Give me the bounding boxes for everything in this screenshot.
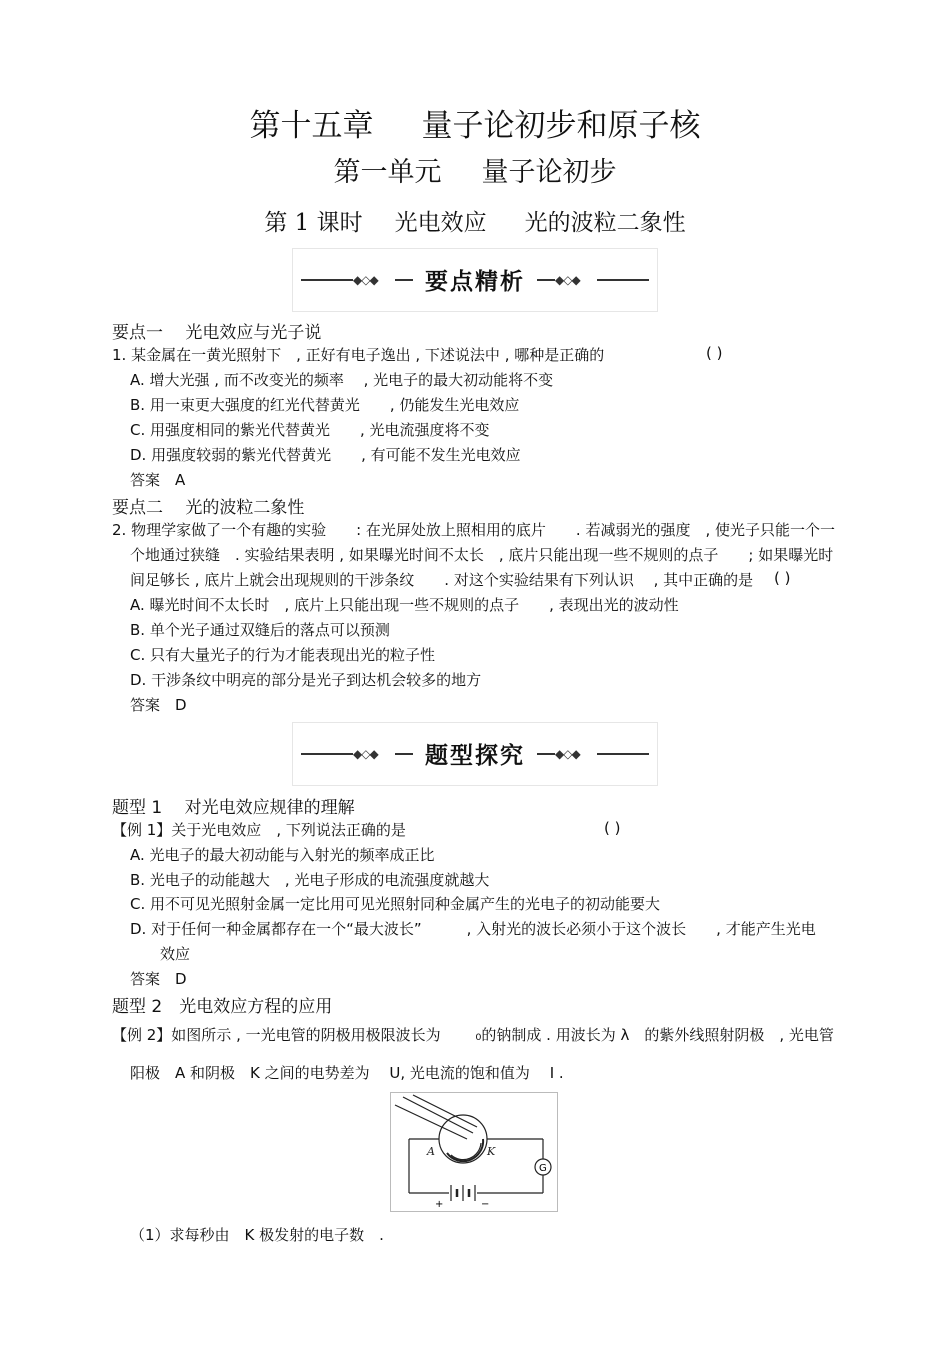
label-plus: + <box>435 1199 444 1210</box>
label-galvanometer: G <box>539 1163 547 1174</box>
section-heading: 题型 2 光电效应方程的应用 <box>112 997 333 1017</box>
unit-title <box>0 150 950 189</box>
example-2-line: 阳极 A 和阴极 K 之间的电势差为 U, 光电流的饱和值为 I . <box>130 1064 564 1082</box>
photocell-circuit-diagram <box>390 1092 558 1212</box>
question-2-line: 2. 物理学家做了一个有趣的实验 : 在光屏处放上照相用的底片 . 若减弱光的强度 , 使光子只能一个一 <box>112 521 835 539</box>
section-heading: 题型 1 对光电效应规律的理解 <box>112 798 355 818</box>
lesson-part-1: 光电效应 <box>394 210 487 236</box>
option-d: D. 用强度较弱的紫光代替黄光 , 有可能不发生光电效应 <box>130 446 521 464</box>
circuit-drawing <box>391 1093 557 1211</box>
diamond-ornament-icon: ◆◇◆ <box>555 747 580 761</box>
label-anode: A <box>427 1145 435 1158</box>
question-2-line: 间足够长 , 底片上就会出现规则的干涉条纹 . 对这个实验结果有下列认识 , 其中正确的是 <box>130 571 754 589</box>
section-heading: 要点二 光的波粒二象性 <box>112 498 305 518</box>
section-heading: 要点一 光电效应与光子说 <box>112 323 322 343</box>
label-cathode: K <box>487 1145 496 1158</box>
question-1: 1. 某金属在一黄光照射下 , 正好有电子逸出 , 下述说法中 , 哪种是正确的 <box>112 346 605 364</box>
option-c: C. 只有大量光子的行为才能表现出光的粒子性 <box>130 646 436 664</box>
diamond-ornament-icon: ◆◇◆ <box>555 273 580 287</box>
chapter-name: 量子论初步和原子核 <box>421 108 701 144</box>
problem-types-banner <box>292 722 658 786</box>
diamond-ornament-icon: ◆◇◆ <box>353 747 378 761</box>
chapter-number: 第十五章 <box>249 108 374 144</box>
chapter-title <box>0 100 950 145</box>
answer: 答案 D <box>130 970 187 988</box>
option-d: D. 干涉条纹中明亮的部分是光子到达机会较多的地方 <box>130 671 482 689</box>
answer-bracket: ( ) <box>774 569 791 587</box>
answer: 答案 A <box>130 471 186 489</box>
example-2-line: 【例 2】如图所示 , 一光电管的阴极用极限波长为 ₀的钠制成 . 用波长为 λ 的紫外线照射阴极 , 光电管 <box>112 1026 834 1044</box>
question-2-line: 个地通过狭缝 . 实验结果表明 , 如果曝光时间不太长 , 底片只能出现一些不规则的点子 ; 如果曝光时 <box>130 546 834 564</box>
unit-name: 量子论初步 <box>481 157 617 188</box>
banner-title: 要点精析 <box>425 269 525 295</box>
answer-bracket: ( ) <box>604 819 621 837</box>
option-c: C. 用不可见光照射金属一定比用可见光照射同种金属产生的光电子的初动能要大 <box>130 895 661 913</box>
option-b: B. 单个光子通过双缝后的落点可以预测 <box>130 621 390 639</box>
lesson-title <box>0 204 950 237</box>
option-d-continued: 效应 <box>160 945 191 963</box>
option-a: A. 曝光时间不太长时 , 底片上只能出现一些不规则的点子 , 表现出光的波动性 <box>130 596 679 614</box>
answer-bracket: ( ) <box>706 344 723 362</box>
answer: 答案 D <box>130 696 187 714</box>
key-points-banner <box>292 248 658 312</box>
option-b: B. 用一束更大强度的红光代替黄光 , 仍能发生光电效应 <box>130 396 520 414</box>
option-b: B. 光电子的动能越大 , 光电子形成的电流强度就越大 <box>130 871 490 889</box>
unit-number: 第一单元 <box>333 157 442 188</box>
diamond-ornament-icon: ◆◇◆ <box>353 273 378 287</box>
banner-title: 题型探究 <box>425 743 525 769</box>
option-d: D. 对于任何一种金属都存在一个“最大波长” , 入射光的波长必须小于这个波长 , 才能产生光电 <box>130 920 816 938</box>
option-a: A. 增大光强 , 而不改变光的频率 , 光电子的最大初动能将不变 <box>130 371 554 389</box>
label-minus: − <box>481 1199 490 1210</box>
lesson-part-2: 光的波粒二象性 <box>524 210 686 236</box>
sub-question-1: （1）求每秒由 K 极发射的电子数 . <box>130 1226 384 1244</box>
option-a: A. 光电子的最大初动能与入射光的频率成正比 <box>130 846 435 864</box>
option-c: C. 用强度相同的紫光代替黄光 , 光电流强度将不变 <box>130 421 490 439</box>
lesson-number: 第 1 课时 <box>264 210 363 236</box>
example-1-question: 【例 1】关于光电效应 , 下列说法正确的是 <box>112 821 406 839</box>
